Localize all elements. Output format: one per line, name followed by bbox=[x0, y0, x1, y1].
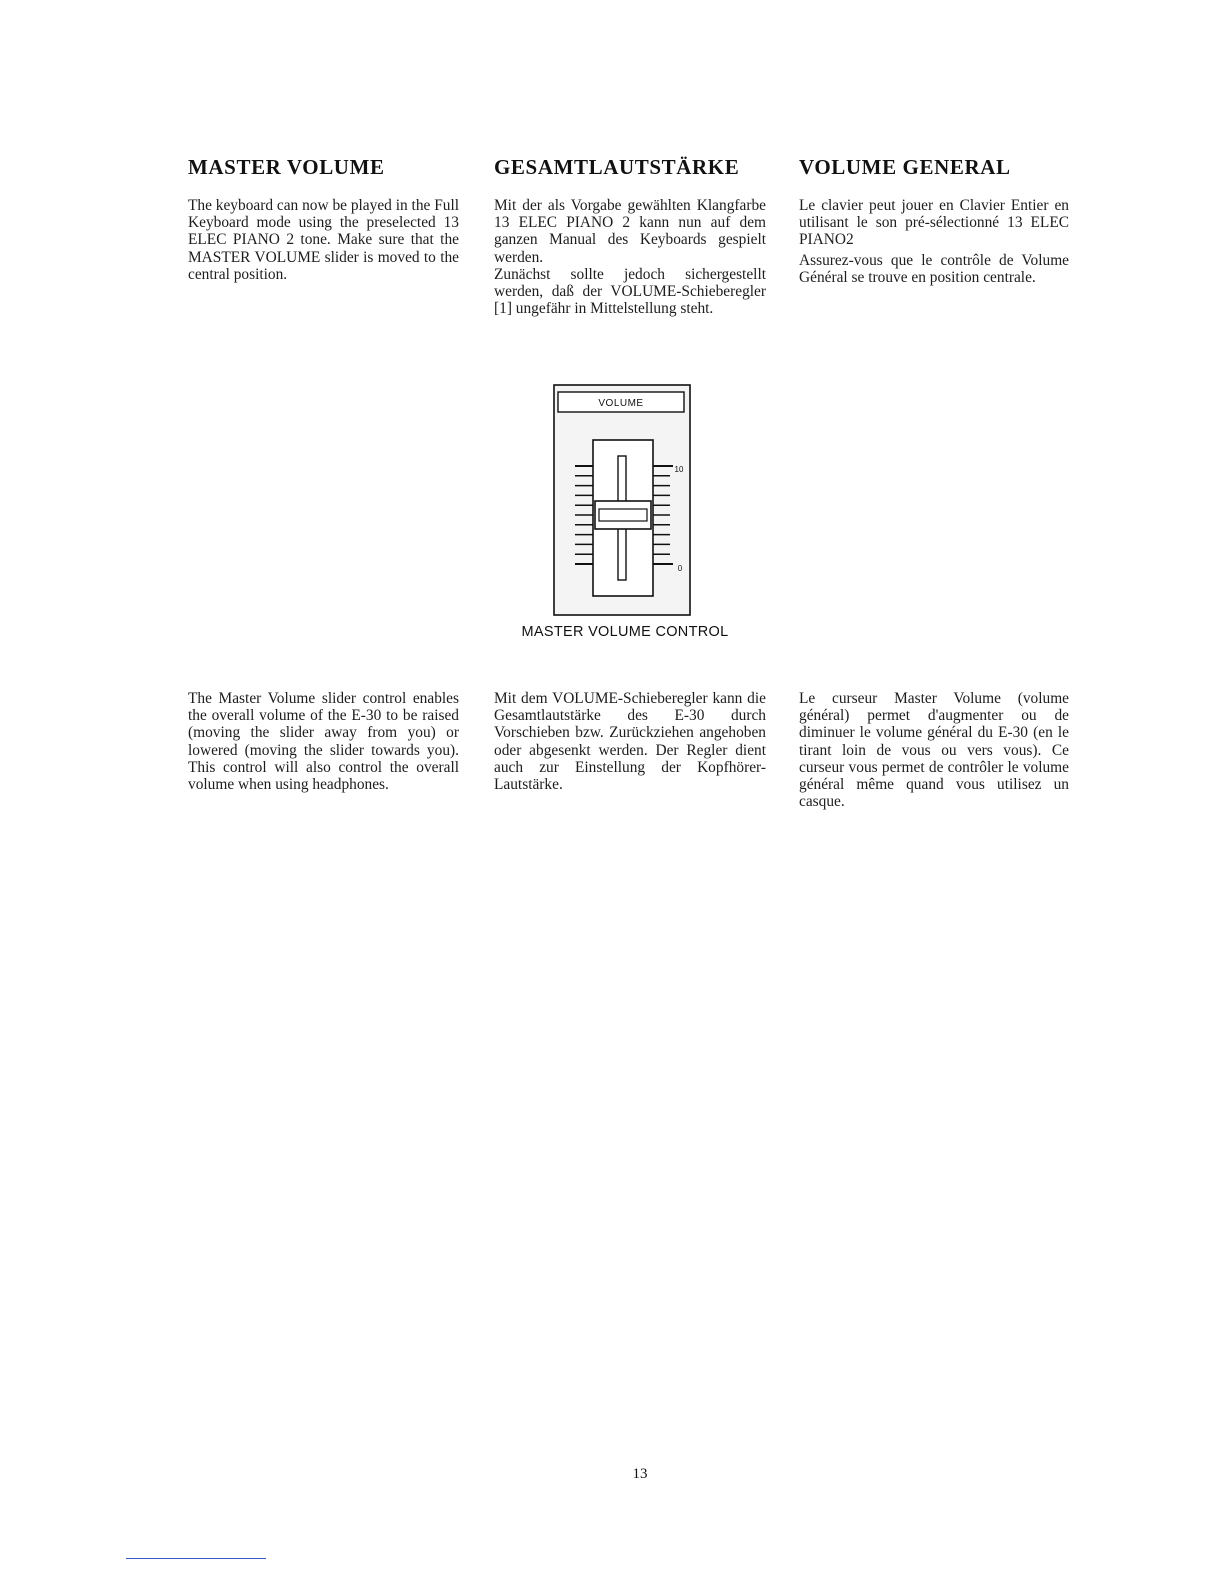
german-body: Mit dem VOLUME-Schieberegler kann die Gesamtlautstärke des E-30 durch Vorschieben bzw. Zurückziehen angehoben oder abgesenkt werden. Der Regler dient auch zur Einstellung der Kopfhörer-Lautstärke. bbox=[494, 690, 766, 794]
scale-min-label: 0 bbox=[677, 564, 683, 573]
english-title: MASTER VOLUME bbox=[188, 155, 385, 179]
french-title: VOLUME GENERAL bbox=[799, 155, 1011, 179]
page-number: 13 bbox=[632, 1466, 648, 1482]
footer-rule bbox=[126, 1558, 266, 1559]
french-intro-1: Le clavier peut jouer en Clavier Entier en utilisant le son pré-sélectionné 13 ELEC PIANO2 bbox=[799, 197, 1069, 249]
german-intro-2: Zunächst sollte jedoch sichergestellt werden, daß der VOLUME-Schieberegler [1] ungefähr in Mittelstellung steht. bbox=[494, 266, 766, 318]
english-body: The Master Volume slider control enables the overall volume of the E-30 to be raised (moving the slider away from you) or lowered (moving the slider towards you). This control will also control the overall volume when using headphones. bbox=[188, 690, 459, 794]
volume-label: VOLUME bbox=[598, 398, 644, 409]
german-intro-1: Mit der als Vorgabe gewählten Klangfarbe 13 ELEC PIANO 2 kann nun auf dem ganzen Manual des Keyboards gespielt werden. bbox=[494, 197, 766, 266]
french-body: Le curseur Master Volume (volume général) permet d'augmenter ou de diminuer le volume général du E-30 (en le tirant loin de vous ou vers vous). Ce curseur vous permet de contrôler le volume général même quand vous utilisez un casque. bbox=[799, 690, 1069, 811]
german-title: GESAMTLAUTSTÄRKE bbox=[494, 155, 740, 179]
volume-slider-diagram bbox=[553, 384, 691, 616]
english-intro: The keyboard can now be played in the Full Keyboard mode using the preselected 13 ELEC PIANO 2 tone. Make sure that the MASTER VOLUME slider is moved to the central position. bbox=[188, 197, 459, 283]
volume-slider-knob[interactable] bbox=[595, 501, 651, 529]
french-intro-2: Assurez-vous que le contrôle de Volume Général se trouve en position centrale. bbox=[799, 252, 1069, 287]
scale-max-label: 10 bbox=[674, 465, 684, 474]
diagram-caption: MASTER VOLUME CONTROL bbox=[521, 624, 729, 640]
